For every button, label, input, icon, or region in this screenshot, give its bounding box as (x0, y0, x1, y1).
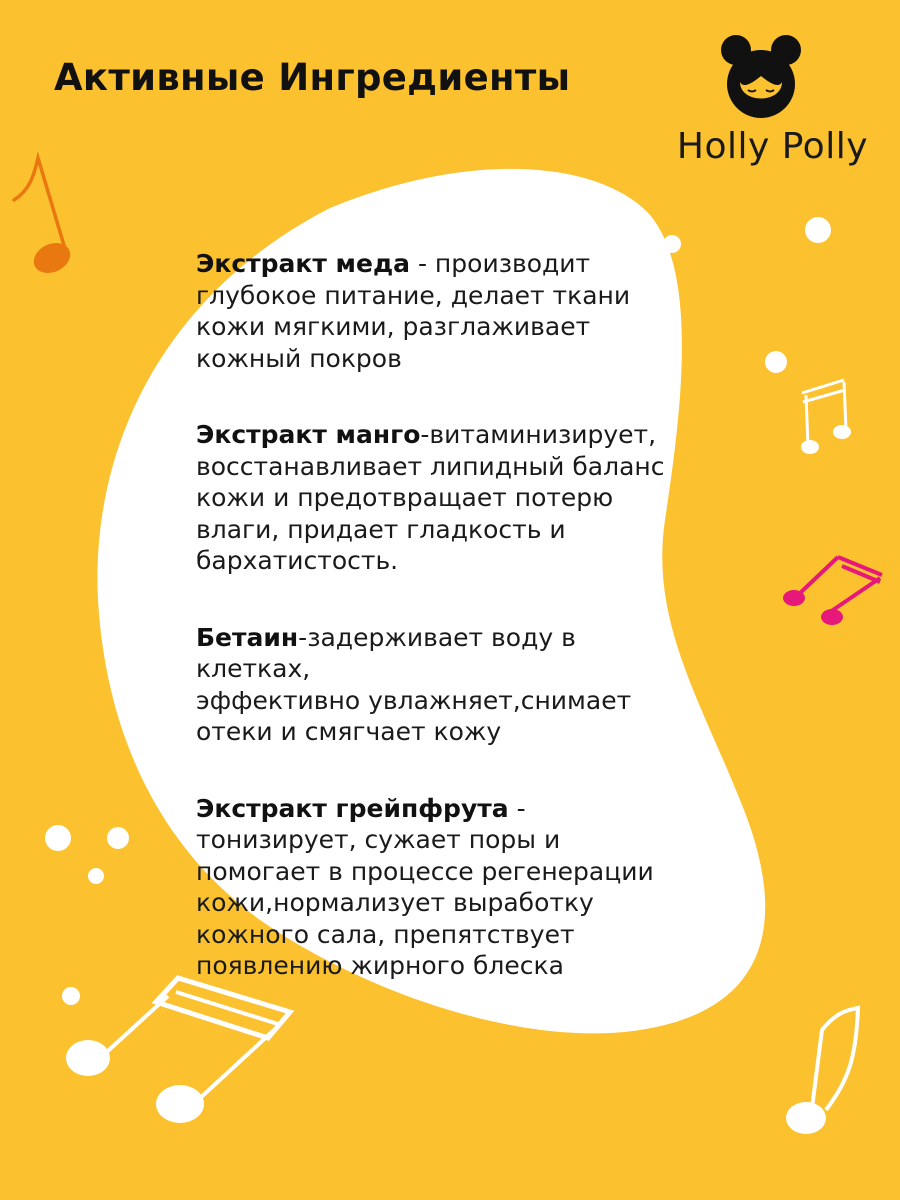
ingredient-description: - тонизирует, сужает поры и помогает в процессе регенерации кожи,нормализует выработку кожного сала, препятствует появлению жирного блеска (196, 793, 654, 980)
ingredient-item (196, 622, 696, 748)
ingredient-item (196, 793, 696, 982)
ingredient-name: Экстракт грейпфрута (196, 793, 509, 823)
music-note-pink-icon (783, 557, 882, 625)
ingredient-description: -задерживает воду в клетках, эффективно увлажняет,снимает отеки и смягчает кожу (196, 622, 632, 746)
page-title: Активные Ингредиенты (54, 56, 571, 99)
girl-face-icon (716, 32, 806, 122)
ingredient-item (196, 248, 696, 374)
ingredient-item (196, 419, 696, 577)
ingredient-description: - производит глубокое питание, делает ткани кожи мягкими, разглаживает кожный покров (196, 249, 631, 373)
music-note-white-small-icon (801, 380, 851, 454)
ingredient-name: Экстракт манго (196, 420, 421, 449)
music-note-orange-icon (14, 158, 75, 279)
ingredient-name: Экстракт меда (196, 249, 411, 278)
ingredient-name: Бетаин (196, 622, 299, 652)
music-note-white-single-icon (786, 1008, 858, 1134)
ingredient-description: -витаминизирует, восстанавливает липидный баланс кожи и предотвращает потерю влаги, придает гладкость и бархатистость. (196, 420, 665, 575)
ingredients-list (196, 248, 696, 1027)
brand-name: Holly Polly (676, 126, 868, 167)
